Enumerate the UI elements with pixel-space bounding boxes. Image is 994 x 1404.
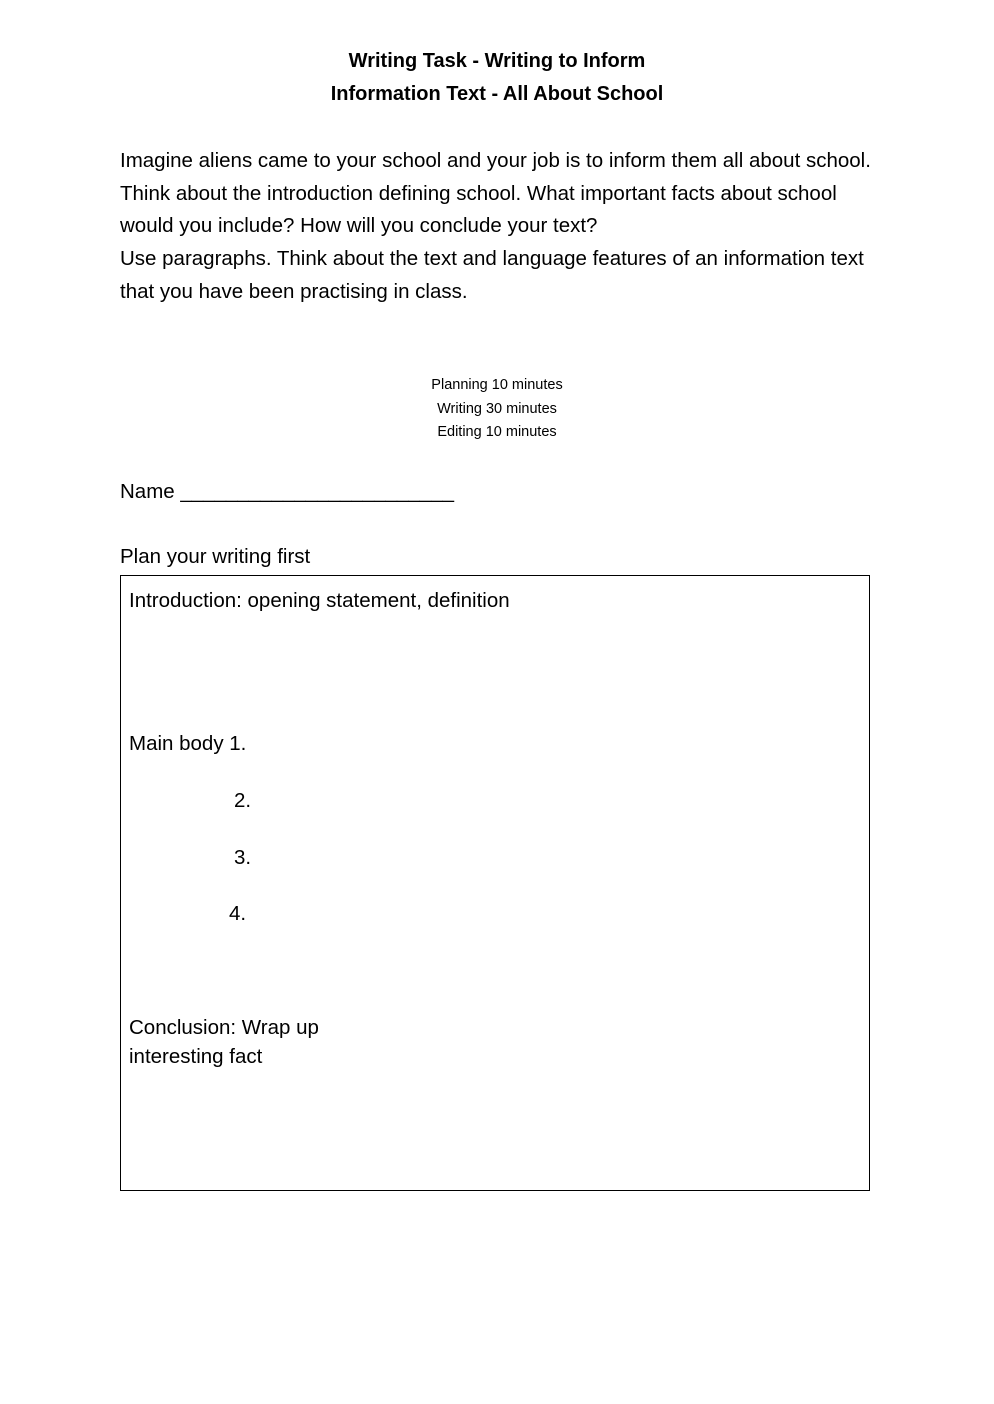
writing-time: Writing 30 minutes [437, 400, 557, 417]
main-body-item-3: 3. [234, 846, 252, 869]
task-instructions [120, 145, 880, 309]
main-body-label: Main body 1. [129, 732, 247, 755]
plan-heading: Plan your writing first [120, 545, 311, 568]
timing-block [0, 374, 994, 445]
conclusion-line-2: interesting fact [129, 1045, 263, 1068]
plan-box[interactable] [120, 575, 870, 1191]
main-body-item-2: 2. [234, 789, 252, 812]
planning-time: Planning 10 minutes [431, 377, 563, 393]
page-title: Writing Task - Writing to Inform [348, 50, 646, 72]
editing-time: Editing 10 minutes [437, 424, 557, 440]
conclusion-line-1: Conclusion: Wrap up [129, 1016, 319, 1039]
introduction-label: Introduction: opening statement, definition [129, 589, 510, 612]
name-field[interactable]: Name ________________________ [120, 480, 455, 503]
instruction-paragraph-2: Think about the introduction defining school. What important facts about school would you include? How will you conclude your text? [120, 181, 837, 238]
instruction-paragraph-3: Use paragraphs. Think about the text and language features of an information text that you have been practising in class. [120, 247, 864, 303]
conclusion-label [129, 1013, 319, 1071]
instruction-paragraph-1: Imagine aliens came to your school and your job is to inform them all about school. [120, 149, 871, 172]
main-body-item-4: 4. [229, 902, 247, 925]
page-subtitle: Information Text - All About School [330, 83, 664, 105]
